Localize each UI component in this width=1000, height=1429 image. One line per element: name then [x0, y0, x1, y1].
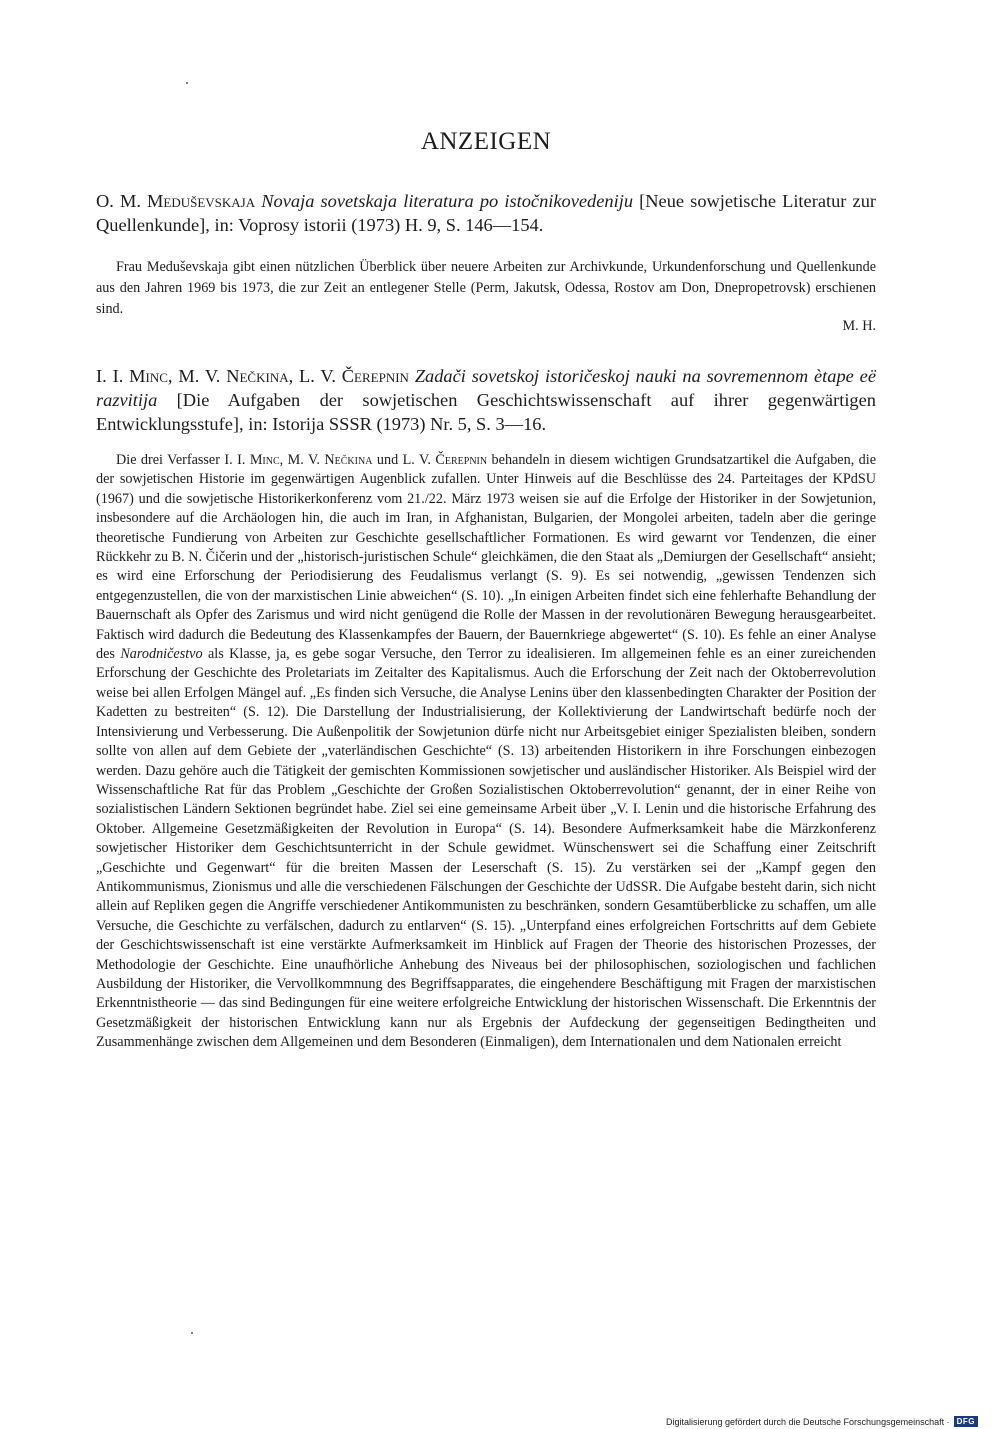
footer-text: Digitalisierung gefördert durch die Deutsche Forschungsgemeinschaft ·	[665, 1416, 950, 1427]
entry-2-authors: I. I. Minc, M. V. Nečkina, L. V. Čerepnin	[96, 366, 409, 386]
scan-speck	[186, 82, 188, 84]
entry-1-title: Novaja sovetskaja literatura po istočnikovedeniju	[261, 191, 634, 211]
entry-1-review: Frau Meduševskaja gibt einen nützlichen Überblick über neuere Arbeiten zur Archivkunde, Urkundenforschung und Quellenkunde aus den Jahren 1969 bis 1973, die zur Zeit an entlegener Stelle (Perm, Jakutsk, Odessa, Rostov am Don, Dnepropetrovsk) erschienen sind.	[96, 259, 876, 317]
entry-2-publication: [Die Aufgaben der sowjetischen Geschichtswissenschaft auf ihrer gegenwärtigen Entwicklungsstufe], in: Istorija SSSR (1973) Nr. 5, S. 3—16.	[96, 390, 876, 434]
entry-1-publication: [Neue sowjetische Literatur zur Quellenkunde], in: Voprosy istorii (1973) H. 9, S. 146—154.	[96, 191, 877, 235]
review-text-3: und	[372, 452, 403, 468]
dfg-logo-icon: DFG	[954, 1416, 978, 1427]
entry-2-title: Zadači sovetskoj istoričeskoj nauki na sovremennom ètape eë razvitija	[96, 366, 876, 410]
review-text-2: ,	[279, 452, 288, 468]
review-author-1: I. I. Minc	[224, 452, 280, 468]
review-italic-term: Narodničestvo	[120, 646, 203, 663]
entry-1-author: O. M. Meduševskaja	[96, 191, 256, 211]
review-text-5: als Klasse, ja, es gebe sogar Versuche, den Terror zu idealisieren. Im allgemeinen fehle es an einer zureichenden Erforschung der Geschichte des Proletariats im Zeitalter des Kapitalismus. Auch die Erforschung der Zeit nach der Oktoberrevolution weise bei allen Erfolgen Mängel auf. „Es finden sich Versuche, die Analyse Lenins über den klassenbedingten Charakter der Position der Kadetten zu bestreiten“ (S. 12). Die Darstellung der Industrialisierung, der Kollektivierung der Landwirtschaft bedürfe noch der Intensivierung und Verbesserung. Die Außenpolitik der Sowjetunion dürfe nicht nur Arbeitsgebiet einiger Spezialisten bleiben, sondern sollte von allen auf dem Gebiete der „vaterländischen Geschichte“ (S. 13) arbeitenden Historikern in ihre Forschungen einbezogen werden. Dazu gehöre auch die Tätigkeit der gemischten Kommissionen sowjetischer und ausländischer Historiker. Als Beispiel wird der Wissenschaftliche Rat für das Problem „Geschichte der Großen Sozialistischen Oktoberrevolution“ genannt, der in einer Reihe von sozialistischen Ländern Sektionen begründet habe. Ziel sei eine gemeinsame Arbeit über „V. I. Lenin und die historische Erfahrung des Oktober. Allgemeine Gesetzmäßigkeiten der Revolution in Europa“ (S. 14). Besondere Aufmerksamkeit habe die Märzkonferenz sowjetischer Historiker dem Geschichtsunterricht in der Schule gewidmet. Wünschenswert sei die Schaffung einer Zeitschrift „Geschichte und Gegenwart“ für die breiten Massen der Leserschaft (S. 15). Zu verstärken sei der „Kampf gegen den Antikommunismus, Zionismus und alle die verschiedenen Fälschungen der Geschichte der UdSSR. Die Aufgabe besteht darin, sich nicht allein auf Repliken gegen die Angriffe verschiedener Antikommunisten zu beschränken, sondern Gesamtüberblicke zu schaffen, um alle Versuche, die Geschichte zu verfälschen, dadurch zu entlarven“ (S. 15). „Unterpfand eines erfolgreichen Fortschritts auf dem Gebiete der Geschichtswissenschaft ist eine verstärkte Aufmerksamkeit im Hinblick auf Fragen der Theorie des historischen Prozesses, der Methodologie der Geschichte. Eine unaufhörliche Anhebung des Niveaus bei der philosophischen, soziologischen und fachlichen Ausbildung der Historiker, die Vervollkommnung des Begriffsapparates, die eingehendere Beschäftigung mit Fragen der marxistischen Erkenntnistheorie — das sind Bedingungen für eine weitere erfolgreiche Entwicklung der historischen Wissenschaft. Die Erkenntnis der Gesetzmäßigkeit der historischen Entwicklung kann nur als Ergebnis der Aufdeckung der gegenseitigen Bedingtheiten und Zusammenhänge zwischen dem Allgemeinen und dem Besonderen (Einmaligen), dem Internationalen und dem Nationalen erreicht	[96, 646, 876, 1051]
digitization-footer	[666, 1416, 978, 1427]
entry-1-signature: M. H.	[842, 318, 876, 334]
section-heading: ANZEIGEN	[420, 128, 552, 155]
entry-2-review	[96, 451, 876, 1053]
entry-1-citation	[96, 189, 876, 237]
scan-speck	[191, 1332, 193, 1334]
entry-2-citation	[96, 364, 876, 436]
review-text-1: Die drei Verfasser	[116, 452, 225, 468]
review-author-3: L. V. Čerepnin	[402, 452, 488, 468]
review-text-4: behandeln in diesem wichtigen Grundsatzartikel die Aufgaben, die der sowjetischen Historie im gegenwärtigen Augenblick zufallen. Unter Hinweis auf die Beschlüsse des 24. Parteitages der KPdSU (1967) und die sowjetische Historikerkonferenz vom 21./22. März 1973 weisen sie auf die Erfolge der Historiker in der Sowjetunion, insbesondere auf die Archäologen hin, die auch im Iran, in Afghanistan, Bulgarien, der Mongolei arbeiten, tadeln aber die geringe theoretische Fundierung von Arbeiten zur Geschichte gesellschaftlicher Formationen. Es wird gewarnt vor Tendenzen, die einer Rückkehr zu B. N. Čičerin und der „historisch-juristischen Schule“ gleichkämen, die den Staat als „Demiurgen der Gesellschaft“ ansieht; es wird eine Erforschung der Periodisierung des Feudalismus verlangt (S. 9). Es sei notwendig, „gewissen Tendenzen sich entgegenzustellen, die von der marxistischen Linie abweichen“ (S. 10). „In einigen Arbeiten findet sich eine fehlerhafte Behandlung der Bauernschaft als Opfer des Zarismus und wird nicht genügend die Rolle der Massen in der revolutionären Bewegung herausgearbeitet. Faktisch wird dadurch die Bedeutung des Klassenkampfes der Bauern, der Bauernkriege abgewertet“ (S. 10). Es fehle an einer Analyse des	[96, 452, 877, 663]
review-author-2: M. V. Nečkina	[287, 452, 373, 468]
